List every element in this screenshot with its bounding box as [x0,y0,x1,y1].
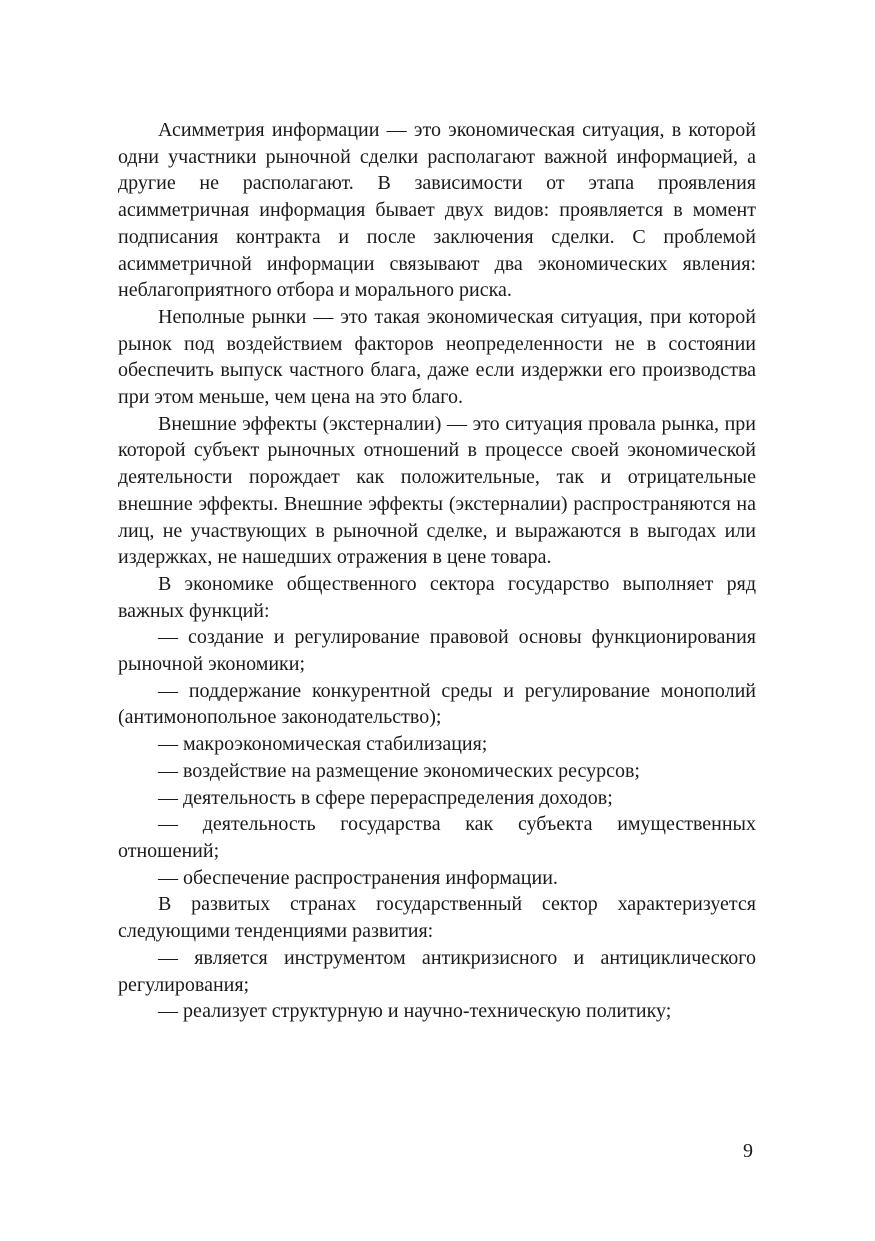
list-item-competition: — поддержание конкурентной среды и регулирование монополий (антимонопольное законодательство); [118,679,756,729]
paragraph-incomplete-markets: Неполные рынки — это такая экономическая ситуация, при которой рынок под воздействием факторов неопределенности не в состоянии обеспечить выпуск частного блага, даже если издержки его производства при этом меньше, чем цена на это благо. [118,305,756,409]
paragraph-developed-countries-intro: В развитых странах государственный сектор характеризуется следующими тенденциями развития: [118,893,756,943]
list-item-anticrisis: — является инструментом антикризисного и антициклического регулирования; [118,946,756,996]
page-body [118,117,756,1025]
list-item-legal-basis: — создание и регулирование правовой основы функционирования рыночной экономики; [118,626,756,676]
list-item-macro-stabilization: — макроэкономическая стабилизация; [158,733,488,756]
paragraph-information-asymmetry: Асимметрия информации — это экономическая ситуация, в которой одни участники рыночной сделки располагают важной информацией, а другие не располагают. В зависимости от этапа проявления асимметричная информация бывает двух видов: проявляется в момент подписания контракта и после заключения сделки. С проблемой асимметричной информации связывают два экономических явления: неблагоприятного отбора и морального риска. [118,119,756,302]
paragraph-state-functions-intro: В экономике общественного сектора государство выполняет ряд важных функций: [118,572,756,622]
list-item-income-redistribution: — деятельность в сфере перераспределения доходов; [158,786,613,809]
list-item-property-relations: — деятельность государства как субъекта имущественных отношений; [118,813,756,862]
list-item-resource-allocation: — воздействие на размещение экономических ресурсов; [158,759,640,782]
list-item-structural-policy: — реализует структурную и научно-техническую политику; [158,1000,672,1023]
paragraph-externalities: Внешние эффекты (экстерналии) — это ситуация провала рынка, при которой субъект рыночных отношений в процессе своей экономической деятельности порождает как положительные, так и отрицательные внешние эффекты. Внешние эффекты (экстерналии) распространяются на лиц, не участвующих в рыночной сделке, и выражаются в выгодах или издержках, не нашедших отражения в цене товара. [118,412,756,569]
list-item-information: — обеспечение распространения информации. [158,866,558,889]
page-number: 9 [743,1140,753,1162]
